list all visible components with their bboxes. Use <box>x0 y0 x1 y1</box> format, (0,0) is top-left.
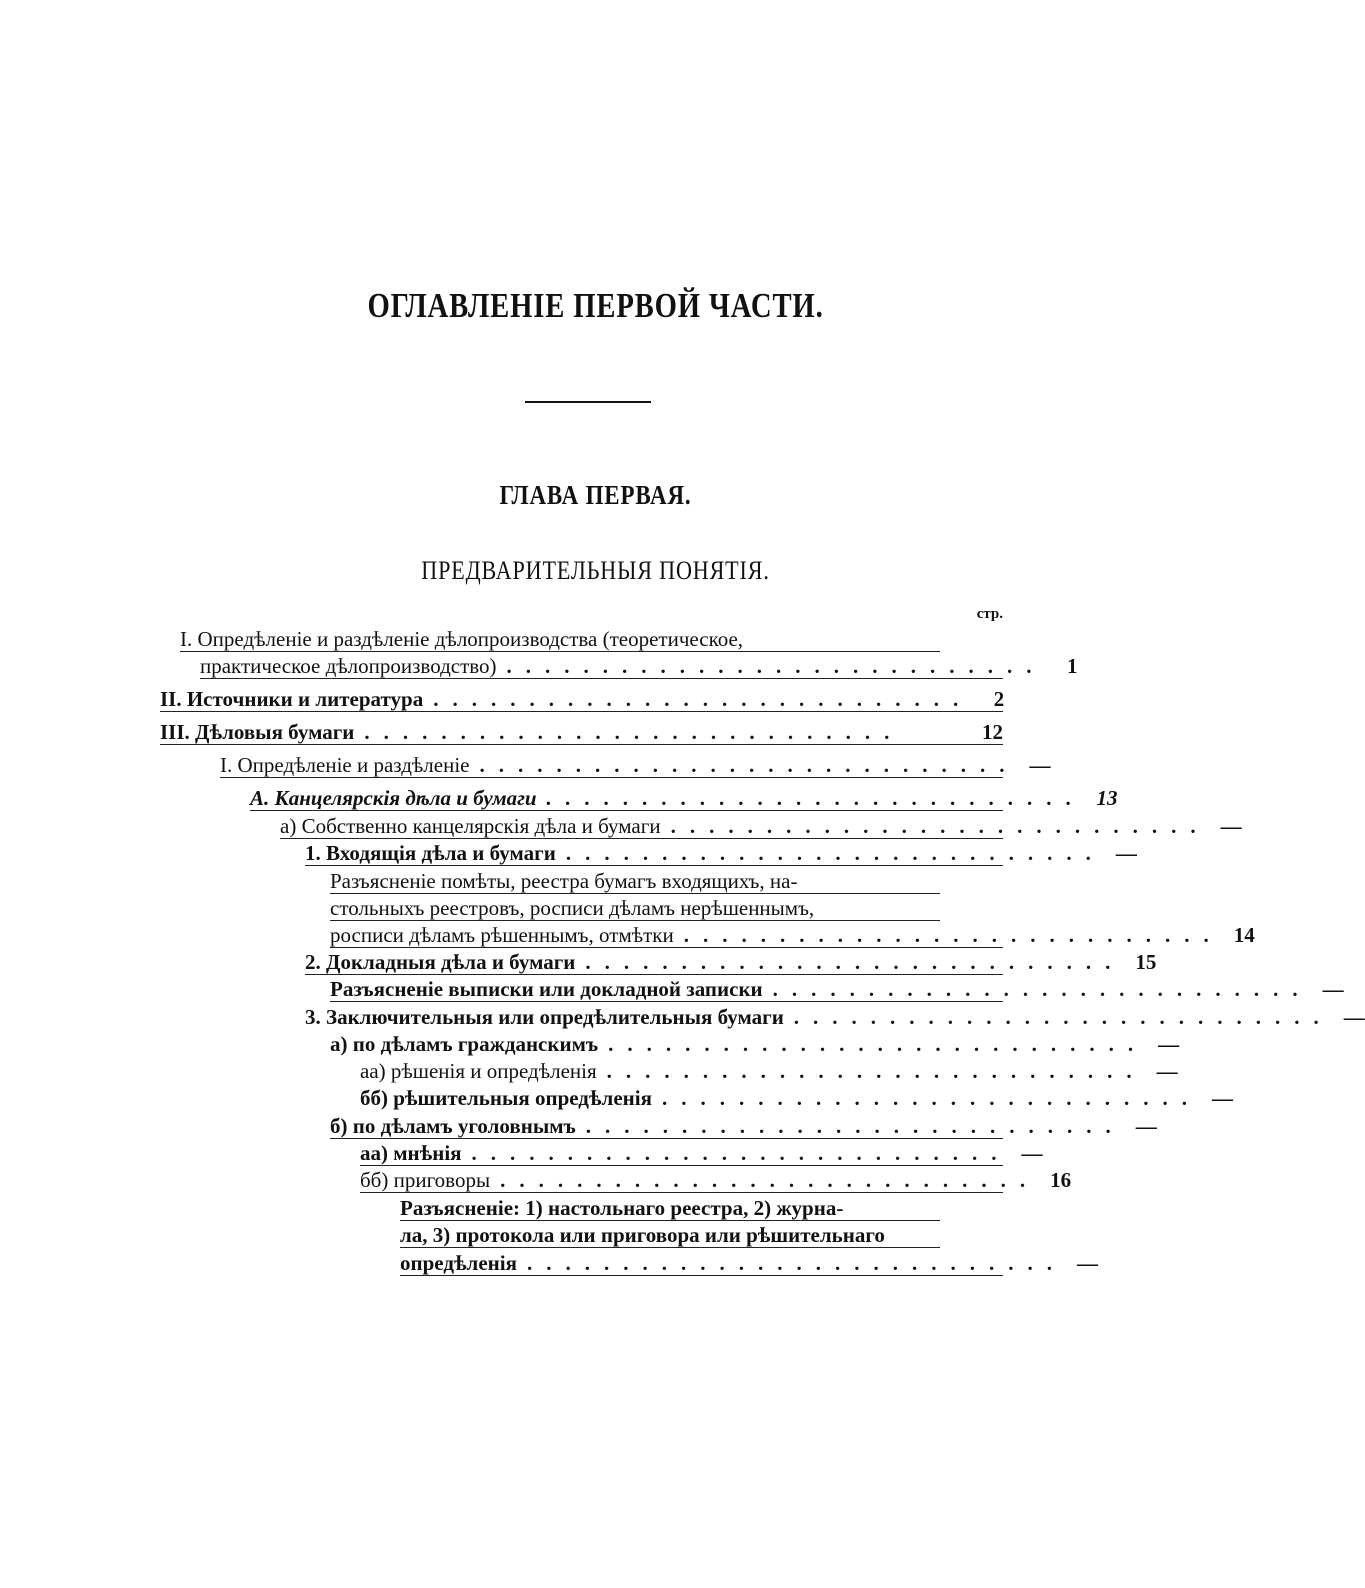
page-title: ОГЛАВЛЕНІЕ ПЕРВОЙ ЧАСТИ. <box>367 286 824 325</box>
toc-entry-title: II. Источники и литература <box>160 687 424 711</box>
dot-leader: ............................ <box>585 1114 1125 1138</box>
toc-entry <box>330 866 940 894</box>
toc-entry-page: 12 <box>982 720 1003 744</box>
dot-leader: ............................ <box>608 1032 1148 1056</box>
toc-entry <box>360 1056 1178 1083</box>
toc-entry-page: 14 <box>1233 923 1255 947</box>
toc-entry <box>160 717 1003 745</box>
chapter-subtitle: ПРЕДВАРИТЕЛЬНЫЯ ПОНЯТІЯ. <box>421 556 770 585</box>
toc-entry-title: практическое дѣлопроизводство) <box>200 654 497 678</box>
dot-leader: ............................ <box>606 1059 1146 1083</box>
dot-leader: ............................ <box>479 753 1019 777</box>
toc-entry <box>280 811 1242 839</box>
toc-entry-page: — <box>1343 1005 1365 1029</box>
dot-leader: ............................ <box>661 1086 1201 1110</box>
toc-entry-page: — <box>1115 841 1137 865</box>
toc-entry-title: I. Опредѣленіе и раздѣленіе <box>220 753 470 777</box>
toc-entry <box>330 920 1255 948</box>
toc-entry-page: — <box>1135 1114 1157 1138</box>
toc-entry-title: III. Дѣловыя бумаги <box>160 720 355 744</box>
toc-entry <box>250 783 1118 811</box>
toc-entry <box>360 1138 1043 1166</box>
toc-entry-title: бб) рѣшительныя опредѣленія <box>360 1086 652 1110</box>
toc-entry <box>330 1029 1180 1056</box>
dot-leader: ............................ <box>433 687 973 711</box>
toc-entry-title: аа) мнѣнія <box>360 1141 462 1165</box>
dot-leader: ............................ <box>506 654 1046 678</box>
dot-leader: ............................ <box>364 720 904 744</box>
toc-entry <box>305 947 1157 975</box>
toc-entry-title: ла, 3) протокола или приговора или рѣшительнаго <box>400 1223 885 1247</box>
toc-entry-title: а) по дѣламъ гражданскимъ <box>330 1032 599 1056</box>
toc-entry-page: 13 <box>1096 786 1118 810</box>
toc-entry <box>360 1165 1072 1193</box>
toc-entry-page: — <box>1029 753 1051 777</box>
toc-entry <box>220 750 1051 778</box>
dot-leader: ............................ <box>500 1168 1040 1192</box>
toc-entry-title: б) по дѣламъ уголовнымъ <box>330 1114 576 1138</box>
toc-entry-page: — <box>1158 1032 1180 1056</box>
toc-entry-title: росписи дѣламъ рѣшеннымъ, отмѣтки <box>330 923 674 947</box>
toc-entry-title: А. Канцелярскія дѣла и бумаги <box>250 786 537 810</box>
toc-entry-title: стольныхъ реестровъ, росписи дѣламъ нерѣшеннымъ, <box>330 896 815 920</box>
toc-entry-page: — <box>1156 1059 1178 1083</box>
dot-leader: ............................ <box>793 1005 1333 1029</box>
toc-entry <box>200 651 1078 679</box>
toc-entry-page: — <box>1322 977 1344 1001</box>
toc-entry-page: — <box>1211 1086 1233 1110</box>
dot-leader: ............................ <box>471 1141 1011 1165</box>
page-column-label: стр. <box>976 606 1003 622</box>
dot-leader: ............................ <box>546 786 1086 810</box>
toc-entry-title: опредѣленія <box>400 1251 517 1275</box>
toc-entry <box>330 1111 1157 1139</box>
dot-leader: ............................ <box>670 814 1210 838</box>
toc-entry <box>305 838 1137 866</box>
toc-entry-page: 1 <box>1067 654 1078 678</box>
toc-entry <box>180 624 940 652</box>
toc-entry-page: — <box>1021 1141 1043 1165</box>
toc-entry-title: Разъясненіе выписки или докладной записки <box>330 977 763 1001</box>
dot-leader: ............................ <box>772 977 1312 1001</box>
toc-entry-title: 2. Докладныя дѣла и бумаги <box>305 950 576 974</box>
toc-entry <box>160 684 1003 712</box>
toc-entry <box>330 893 940 921</box>
toc-entry-page: — <box>1220 814 1242 838</box>
toc-entry <box>400 1193 940 1221</box>
toc-entry-page: 15 <box>1135 950 1157 974</box>
toc-entry-title: а) Собственно канцелярскія дѣла и бумаги <box>280 814 661 838</box>
toc-entry <box>360 1083 1233 1110</box>
chapter-heading: ГЛАВА ПЕРВАЯ. <box>499 480 692 510</box>
toc-entry-page: 16 <box>1050 1168 1072 1192</box>
dot-leader: ............................ <box>683 923 1223 947</box>
toc-entry-title: I. Опредѣленіе и раздѣленіе дѣлопроизводства (теоретическое, <box>180 627 744 651</box>
toc-entry-title: 1. Входящія дѣла и бумаги <box>305 841 556 865</box>
toc-entry-title: аа) рѣшенія и опредѣленія <box>360 1059 597 1083</box>
toc-entry <box>400 1220 940 1248</box>
dot-leader: ............................ <box>565 841 1105 865</box>
toc-entry <box>305 1002 1365 1029</box>
toc-entry-title: Разъясненіе: 1) настольнаго реестра, 2) журна- <box>400 1196 844 1220</box>
toc-entry-page: 2 <box>993 687 1005 711</box>
dot-leader: ............................ <box>585 950 1125 974</box>
divider <box>525 401 651 403</box>
toc-entry-title: бб) приговоры <box>360 1168 491 1192</box>
toc-entry <box>400 1248 1098 1276</box>
toc-entry-title: 3. Заключительныя или опредѣлительныя бумаги <box>305 1005 784 1029</box>
toc-entry-title: Разъясненіе помѣты, реестра бумагъ входящихъ, на- <box>330 869 798 893</box>
toc-entry-page: — <box>1076 1251 1098 1275</box>
dot-leader: ............................ <box>526 1251 1066 1275</box>
toc-entry <box>330 974 1344 1002</box>
